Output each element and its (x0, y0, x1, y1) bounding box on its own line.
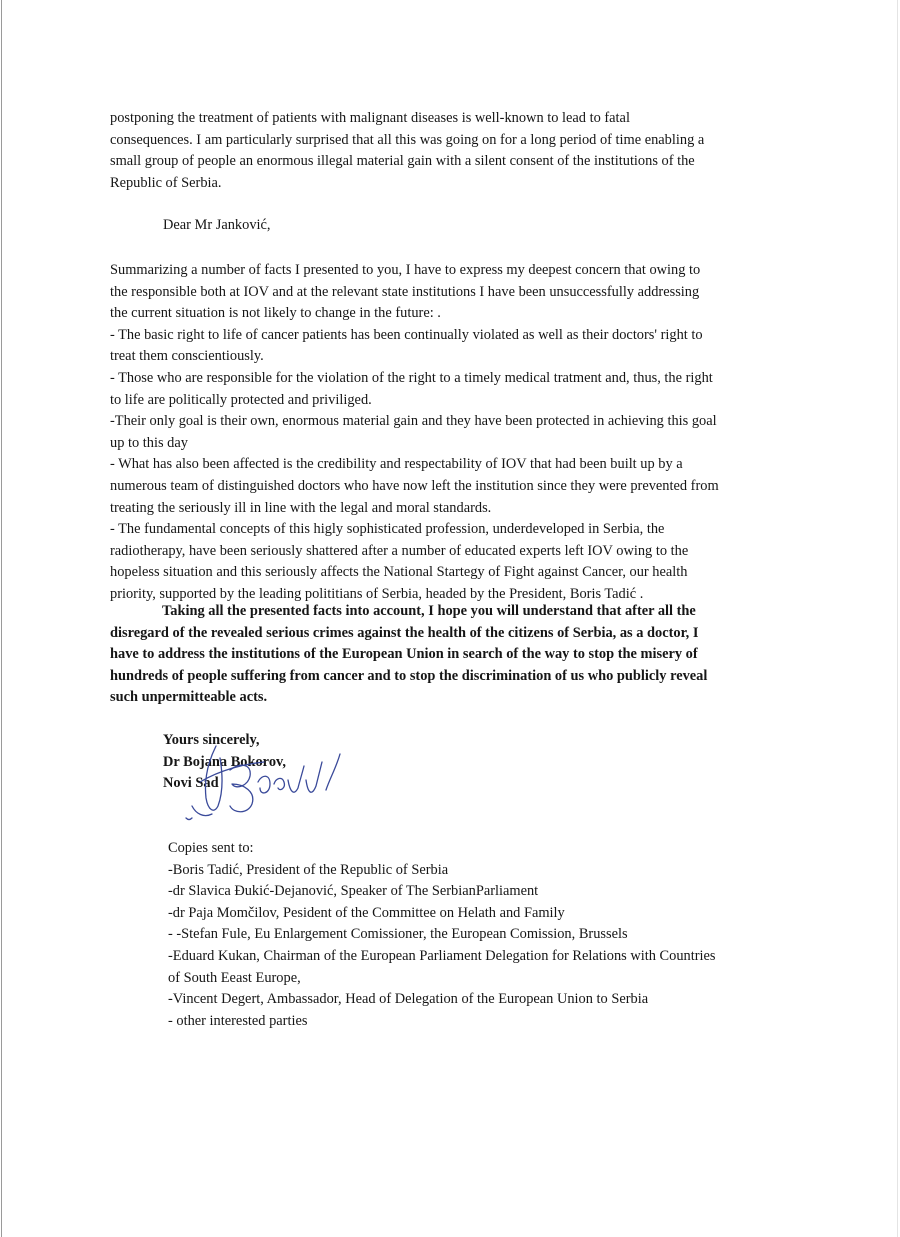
summary-line: - Those who are responsible for the violation of the right to a timely medical tratment and, thus, the right (110, 369, 713, 386)
conclusion-paragraph (110, 601, 800, 709)
summary-line: hopeless situation and this seriously affects the National Startegy of Fight against Cancer, our health (110, 564, 688, 581)
conclusion-line: such unpermitteable acts. (110, 689, 268, 706)
copies-recipient: -Eduard Kukan, Chairman of the European Parliament Delegation for Relations with Countries (168, 947, 716, 964)
summary-line: priority, supported by the leading polititians of Serbia, headed by the President, Boris Tadić . (110, 585, 644, 602)
summary-line: the current situation is not likely to change in the future: . (110, 305, 441, 322)
copies-block (168, 838, 828, 1032)
summary-line: up to this day (110, 434, 188, 451)
summary-line: - What has also been affected is the credibility and respectability of IOV that had been built up by a (110, 456, 683, 473)
summary-line: - The fundamental concepts of this higly sophisticated profession, underdeveloped in Serbia, the (110, 521, 665, 538)
conclusion-line: hundreds of people suffering from cancer and to stop the discrimination of us who publicly reveal (110, 667, 708, 684)
copies-recipient: -Vincent Degert, Ambassador, Head of Delegation of the European Union to Serbia (168, 991, 649, 1008)
signer-name: Dr Bojana Bokorov, (163, 753, 287, 770)
intro-line: small group of people an enormous illegal material gain with a silent consent of the institutions of the (110, 153, 695, 170)
copies-recipient: -Boris Tadić, President of the Republic of Serbia (168, 861, 449, 878)
summary-line: - The basic right to life of cancer patients has been continually violated as well as their doctors' right to (110, 326, 703, 343)
intro-paragraph (110, 108, 800, 194)
intro-line: consequences. I am particularly surprised that all this was going on for a long period of time enabling a (110, 131, 705, 148)
summary-line: treating the seriously ill in line with the legal and moral standards. (110, 499, 492, 516)
closing-line: Yours sincerely, (163, 732, 260, 748)
copies-recipient: - other interested parties (168, 1012, 308, 1029)
summary-line: radiotherapy, have been seriously shattered after a number of educated experts left IOV owing to the (110, 542, 689, 559)
copies-recipient: - -Stefan Fule, Eu Enlargement Comissioner, the European Comission, Brussels (168, 926, 628, 943)
summary-line: the responsible both at IOV and at the relevant state institutions I have been unsuccessfully addressing (110, 283, 700, 300)
summary-paragraph (110, 260, 800, 606)
salutation-text: Dear Mr Janković, (163, 217, 271, 233)
signer-city: Novi Sad (163, 775, 219, 792)
handwritten-signature (170, 740, 350, 830)
copies-recipient: -dr Slavica Đukić-Dejanović, Speaker of The SerbianParliament (168, 883, 539, 900)
intro-line: postponing the treatment of patients with malignant diseases is well-known to lead to fatal (110, 110, 630, 126)
summary-line: treat them conscientiously. (110, 348, 264, 365)
copies-recipient: of South Eeast Europe, (168, 969, 301, 986)
scan-edge-right (897, 0, 898, 1237)
intro-line: Republic of Serbia. (110, 174, 222, 191)
copies-recipient: -dr Paja Momčilov, Pesident of the Committee on Helath and Family (168, 904, 565, 921)
summary-line: -Their only goal is their own, enormous material gain and they have been protected in achieving this goal (110, 413, 717, 430)
salutation (163, 215, 563, 237)
summary-line: numerous team of distinguished doctors who have now left the institution since they were prevented from (110, 477, 719, 494)
summary-line: Summarizing a number of facts I presented to you, I have to express my deepest concern that owing to (110, 262, 701, 278)
conclusion-line: Taking all the presented facts into account, I hope you will understand that after all the (162, 603, 696, 619)
summary-line: to life are politically protected and priviliged. (110, 391, 372, 408)
copies-title: Copies sent to: (168, 840, 254, 856)
conclusion-line: have to address the institutions of the European Union in search of the way to stop the misery of (110, 646, 698, 663)
scan-edge-left (1, 0, 2, 1237)
conclusion-line: disregard of the revealed serious crimes against the health of the citizens of Serbia, as a doctor, I (110, 624, 699, 641)
